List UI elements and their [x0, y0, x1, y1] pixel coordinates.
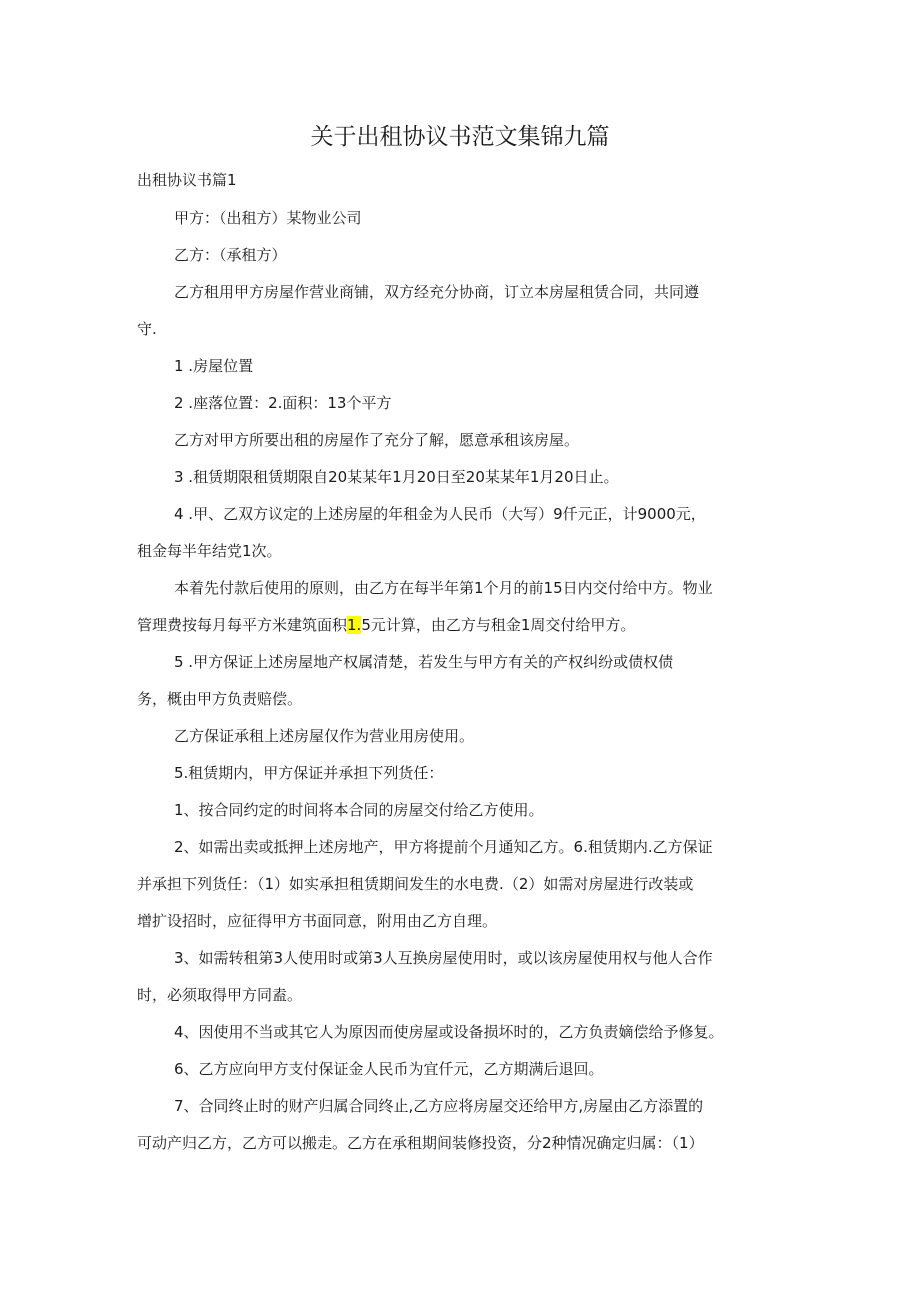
body-line: 6、乙方应向甲方支付保证金人民币为宜仟元，乙方期满后退回。 [174, 1060, 604, 1078]
body-line: 2 .座落位置：2.面积：13个平方 [174, 394, 392, 412]
document-body [137, 200, 797, 1162]
body-line: 4 .甲、乙双方议定的上述房屋的年租金为人民币（大写）9仟元正，计9000元， [174, 505, 706, 523]
body-line: 守. [137, 320, 157, 338]
body-line: 1 .房屋位置 [174, 357, 254, 375]
body-line: 2、如需出卖或抵押上述房地产，甲方将提前个月通知乙方。6.租赁期内.乙方保证 [174, 838, 713, 856]
body-line: 时，必须取得甲方同盍。 [137, 986, 303, 1004]
body-line: 1、按合同约定的时间将本合同的房屋交付给乙方使用。 [174, 801, 544, 819]
body-line: 本着先付款后使用的原则，由乙方在每半年第1个月的前15日内交付给中方。物业 [174, 579, 713, 597]
body-text: 5元计算，由乙方与租金1周交付给甲方。 [361, 616, 636, 634]
body-line: 甲方：（出租方）某物业公司 [174, 209, 362, 227]
body-line: 乙方保证承租上述房屋仅作为营业用房使用。 [174, 727, 475, 745]
body-line [137, 607, 797, 644]
body-line: 5.租赁期内，甲方保证并承担下列货任： [174, 764, 444, 782]
body-line: 乙方对甲方所要出租的房屋作了充分了解，愿意承租该房屋。 [174, 431, 580, 449]
body-line: 乙方：（承租方） [174, 246, 287, 264]
body-line: 可动产归乙方，乙方可以搬走。乙方在承租期间装修投资，分2种情况确定归属：（1） [137, 1134, 704, 1152]
section-heading: 出租协议书篇1 [137, 171, 237, 189]
body-line: 3、如需转租第3人使用时或第3人互换房屋使用时，或以该房屋使用权与他人合作 [174, 949, 713, 967]
body-line: 5 .甲方保证上述房屋地产权属清楚，若发生与甲方有关的产权纠纷或债权债 [174, 653, 674, 671]
body-line: 乙方租用甲方房屋作营业商铺，双方经充分协商，订立本房屋租赁合同，共同遵 [174, 283, 700, 301]
body-line: 租金每半年结党1次。 [137, 542, 282, 560]
body-line: 3 .租赁期限租赁期限自20某某年1月20日至20某某年1月20日止。 [174, 468, 619, 486]
body-line: 增扩设招时，应征得甲方书面同意，附用由乙方自理。 [137, 912, 498, 930]
body-text: 管理费按每月每平方米建筑面积 [137, 616, 348, 634]
body-line: 务，概由甲方负责赔偿。 [137, 690, 303, 708]
body-line: 7、合同终止时的财产归属合同终止,乙方应将房屋交还给甲方,房屋由乙方添置的 [174, 1097, 704, 1115]
highlighted-text: 1. [347, 616, 362, 634]
document-title: 关于出租协议书范文集锦九篇 [310, 124, 610, 150]
body-line: 4、因使用不当或其它人为原因而使房屋或设备损坏时的，乙方负责嫡偿给予修复。 [174, 1023, 724, 1041]
body-line: 并承担下列货任：（1）如实承担租赁期间发生的水电费.（2）如需对房屋进行改装或 [137, 875, 694, 893]
